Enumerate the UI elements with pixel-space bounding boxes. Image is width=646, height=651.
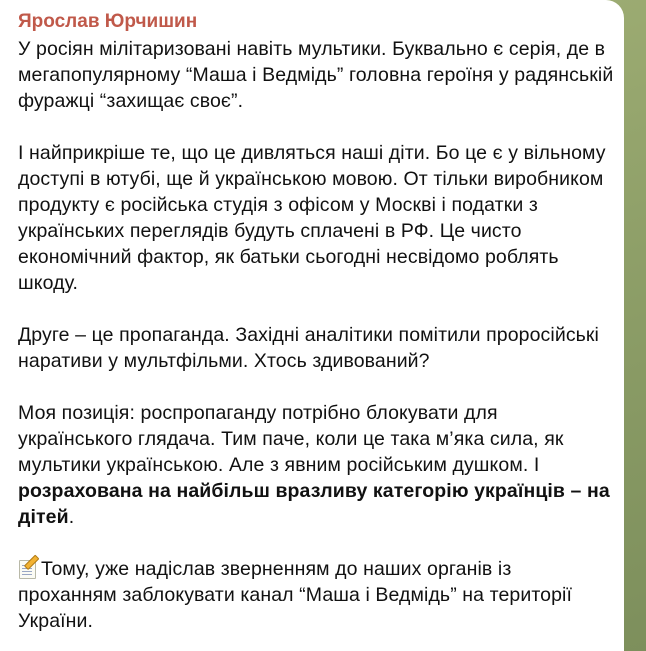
text-tail: . <box>68 506 75 528</box>
text-segment: Тому, уже надіслав зверненням до наших органів із <box>41 558 512 580</box>
message-text <box>18 36 612 634</box>
text-line: України. <box>18 610 94 632</box>
text-line: українських переглядів будуть сплачені в РФ. Це чисто <box>18 220 522 242</box>
paragraph-1 <box>18 36 612 114</box>
text-line: У росіян мілітаризовані навіть мультики. Буквально є серія, де в <box>18 38 606 60</box>
text-line: українського глядача. Тим паче, коли це така м’яка сила, як <box>18 428 564 450</box>
paragraph-2 <box>18 140 612 296</box>
text-line: проханням заблокувати канал “Маша і Ведмідь” на території <box>18 584 572 606</box>
text-line: мультики українською. Але з явним російським душком. І <box>18 454 540 476</box>
bold-text: дітей <box>18 506 69 528</box>
text-line: Моя позиція: роспропаганду потрібно блокувати для <box>18 402 498 424</box>
text-line: наративи у мультфільми. Хтось здивований? <box>18 350 430 372</box>
paragraph-5 <box>18 556 612 634</box>
sender-name[interactable]: Ярослав Юрчишин <box>18 11 198 32</box>
text-line <box>18 504 612 530</box>
text-line: фуражці “захищає своє”. <box>18 90 244 112</box>
memo-icon <box>18 558 40 578</box>
paragraph-3 <box>18 322 612 374</box>
text-line: Друге – це пропаганда. Західні аналітики помітили проросійські <box>18 324 599 346</box>
paragraph-4 <box>18 400 612 530</box>
text-line: економічний фактор, як батьки сьогодні несвідомо роблять <box>18 246 559 268</box>
text-line: доступі в ютубі, ще й українською мовою. От тільки виробником <box>18 168 604 190</box>
text-line: продукту є російська студія з офісом у Москві і податки з <box>18 194 538 216</box>
text-line: І найприкріше те, що це дивляться наші діти. Бо це є у вільному <box>18 142 606 164</box>
text-line <box>18 556 612 582</box>
bold-text-line: розрахована на найбільш вразливу категорію українців – на <box>18 480 610 502</box>
text-line: мегапопулярному “Маша і Ведмідь” головна героїня у радянській <box>18 64 614 86</box>
text-line: шкоду. <box>18 272 79 294</box>
